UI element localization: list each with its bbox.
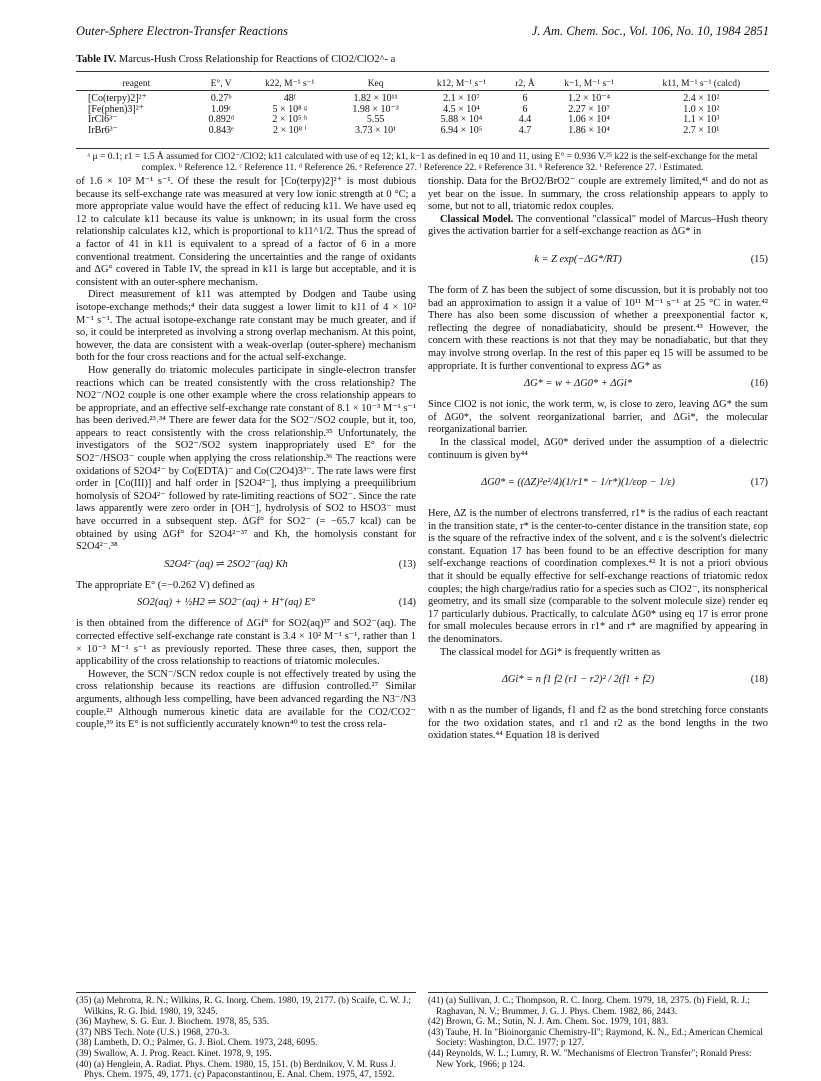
paragraph: Here, ΔZ is the number of electrons transferred, r1* is the radius of each reactant in the transition state, r* is the center-to-center distance in the transition state, εop is the square of the refractive index of the solvent, and ε is the solvent's dielectric constant. Equation 17 has been found to be an effective description for many self-exchange reactions of coordination complexes.⁴² It is not a priori obvious that it should be equally effective for self-exchange reactions of triatomic redox couples; the high charge/radius ratio for a species such as ClO2⁻, its nonspherical geometry, and its small size (comparable to the solvent molecule size) render eq 17 particularly dubious. Practically, to calculate ΔG0* using eq 17 is error prone for small molecules because errors in r1* and r* are magnified by appearing in the denominators. <box>428 508 768 646</box>
running-header-right: J. Am. Chem. Soc., Vol. 106, No. 10, 1984 2851 <box>531 24 769 38</box>
equation-number: (13) <box>398 558 416 570</box>
table-row <box>76 94 769 105</box>
equation-number: (14) <box>398 597 416 609</box>
table-cell: IrBr6³⁻ <box>88 124 118 136</box>
reference: (35) (a) Mehrotra, R. N.; Wilkins, R. G. Inorg. Chem. 1980, 19, 2177. (b) Scaife, C. W. J.; Wilkins, R. G. Ibid. 1980, 19, 3245. <box>76 996 411 1017</box>
table-cell: 1.98 × 10⁻³ <box>352 103 399 115</box>
table-label: Table IV. <box>76 54 117 65</box>
paragraph <box>428 214 768 239</box>
table-cell: [Fe(phen)3]²⁺ <box>88 103 145 115</box>
section-heading: Classical Model. <box>440 213 514 225</box>
table-cell: 2 × 10⁵ ʰ <box>272 114 308 125</box>
table-cell: 1.1 × 10³ <box>683 114 720 125</box>
table-footnote: ᵃ μ = 0.1; r1 = 1.5 Å assumed for ClO2⁻/ClO2; k11 calculated with use of eq 12; k1, k−1 as defined in eq 10 and 11, using E° = 0.936 V.²⁵ k22 is the self-exchange for the metal complex. ᵇ Reference 12. ᶜ Reference 11. ᵈ Reference 26. ᵉ Reference 27. ᶠ Reference 22. ᵍ Reference 31. ʰ Reference 32. ⁱ Reference 27. ʲ Estimated. <box>87 152 758 173</box>
paragraph: In the classical model, ΔG0* derived under the assumption of a dielectric continuum is given by⁴⁴ <box>428 436 768 461</box>
table-header-row <box>76 77 769 91</box>
references-right <box>428 992 768 1070</box>
col-header: reagent <box>122 79 151 89</box>
table-cell: 0.892ᵈ <box>208 114 234 125</box>
table-row <box>76 126 769 137</box>
table-cell: 5 × 10⁸ ᵍ <box>272 103 308 115</box>
paragraph: The classical model for ΔGi* is frequently written as <box>440 646 661 658</box>
equation-18 <box>428 664 768 700</box>
equation-body: SO2(aq) + ½H2 ⇌ SO2⁻(aq) + H⁺(aq) E° <box>136 597 316 609</box>
equation-number: (16) <box>750 378 768 390</box>
table-title <box>76 54 395 65</box>
paragraph: of 1.6 × 10² M⁻¹ s⁻¹. Of these the result for [Co(terpy)2]²⁺ is most dubious because its self-exchange rate was measured at very low ionic strength at 0 °C; a more appropriate value would have the effect of reducing k11. We have used eq 12 to calculate k11 because its value is unknown; in its usual form the cross relationship calculates k12, which is proportional to k11^1/2. Thus the spread of a factor of 41 in k11 is equivalent to a spread of a factor of 6 in a more conventional treatment. Considering the uncertainties and the range of oxidants and ΔG° covered in Table IV, the spread in k11 is large but acceptable, and it is consistent with an outer-sphere mechanism. <box>76 176 416 288</box>
reference: (41) (a) Sullivan, J. C.; Thompson, R. C. Inorg. Chem. 1979, 18, 2375. (b) Field, R. J.; Raghavan, N. V.; Brummer, J. G. J. Phys. Chem. 1982, 86, 2443. <box>428 996 750 1017</box>
table-cell: 2.1 × 10⁷ <box>443 93 480 104</box>
reference: (43) Taube, H. In "Bioinorganic Chemistry-II"; Raymond, K. N., Ed.; American Chemical Society: Washington, D.C. 1977; p 127. <box>428 1027 764 1049</box>
table-cell: 1.0 × 10² <box>683 103 720 115</box>
equation-body: S2O4²⁻(aq) ⇌ 2SO2⁻(aq) Kh <box>164 558 288 570</box>
table-cell: 1.2 × 10⁻⁴ <box>568 93 611 104</box>
equation-14 <box>76 597 416 613</box>
table-cell: 2.7 × 10¹ <box>683 124 720 136</box>
table-cell: 1.09ᶜ <box>211 103 232 115</box>
reference: (36) Mayhew, S. G. Eur. J. Biochem. 1978, 85, 535. <box>76 1017 270 1028</box>
paragraph: tionship. Data for the BrO2/BrO2⁻ couple are extremely limited,⁴¹ and do not as yet bear on the issue. In summary, the cross relationship appears to apply to some, but not to all, triatomic redox couples. <box>428 176 768 213</box>
table-cell: 3.73 × 10¹ <box>355 124 397 136</box>
table-cell: 2 × 10⁸ ⁱ <box>272 124 307 136</box>
table-cell: 1.06 × 10⁴ <box>568 114 610 125</box>
references-rule <box>76 992 416 993</box>
equation-13 <box>76 559 416 575</box>
equation-number: (15) <box>750 253 768 265</box>
col-header: Keq <box>367 79 384 89</box>
equation-body: k = Z exp(−ΔG*/RT) <box>534 253 622 265</box>
paragraph: Since ClO2 is not ionic, the work term, w, is close to zero, leaving ΔG* the sum of ΔG0*, the solvent reorganizational barrier, and ΔGi*, the molecular reorganizational barrier. <box>428 399 768 436</box>
col-header: k11, M⁻¹ s⁻¹ (calcd) <box>662 79 741 89</box>
table-cell: 4.7 <box>518 124 532 136</box>
equation-body: ΔG* = w + ΔG0* + ΔGi* <box>523 378 633 390</box>
table-bottom-rule <box>76 148 769 149</box>
equation-body: ΔGi* = n f1 f2 (r1 − r2)² / 2(f1 + f2) <box>501 674 655 686</box>
table-cell: 4.4 <box>518 114 532 125</box>
reference: (39) Swallow, A. J. Prog. React. Kinet. 1978, 9, 195. <box>76 1048 272 1059</box>
table-cell: 6.94 × 10⁵ <box>440 124 483 136</box>
table-cell: 4.5 × 10⁴ <box>443 103 480 115</box>
table-cell: 1.82 × 10¹¹ <box>353 93 398 104</box>
table-cell: 2.4 × 10² <box>683 93 720 104</box>
table-row <box>76 115 769 126</box>
references-left <box>76 992 416 1081</box>
col-header: k22, M⁻¹ s⁻¹ <box>265 79 315 89</box>
reference: (38) Lambeth, D. O.; Palmer, G. J. Biol. Chem. 1973, 248, 6095. <box>76 1038 318 1049</box>
data-table <box>76 77 769 136</box>
table-cell: 0.843ᵉ <box>208 124 234 136</box>
equation-body: ΔG0* = ((ΔZ)²e²/4)(1/r1* − 1/r*)(1/εop − 1/ε) <box>481 477 675 489</box>
equation-number: (17) <box>750 477 768 489</box>
reference: (37) NBS Tech. Note (U.S.) 1968, 270-3. <box>76 1027 230 1038</box>
table-cell: [Co(terpy)2]²⁺ <box>88 93 147 104</box>
col-header: k12, M⁻¹ s⁻¹ <box>436 79 487 89</box>
right-column <box>428 176 768 743</box>
table-cell: 0.27ᵇ <box>210 93 232 104</box>
paragraph: The form of Z has been the subject of some discussion, but it is probably not too bad an approximation to assign it a value of 10¹¹ M⁻¹ s⁻¹ at 25 °C in water.⁴² There has also been some discussion of whether a preexponential factor κ, reflecting the degree of nonadiabaticity, should be present.⁴³ However, the concern with these reactions is not that they may be nonadiabatic, but that they may involve strong overlap. In the rest of this paper eq 15 will be assumed to be appropriate. It is further conventional to express ΔG* as <box>428 284 768 372</box>
paragraph: is then obtained from the difference of ΔGf° for SO2(aq)³⁷ and SO2⁻(aq). The corrected effective self-exchange rate constant is 3.4 × 10² M⁻¹ s⁻¹, rather than 1 × 10⁻³ M⁻¹ s⁻¹ as previously reported. These three cases, then, support the applicability of the cross relationship to reactions of triatomic molecules. <box>76 618 416 668</box>
table-cell: 6 <box>522 103 528 115</box>
running-header-left: Outer-Sphere Electron-Transfer Reactions <box>76 24 288 38</box>
table-top-rule <box>76 71 769 72</box>
table-cell: 2.27 × 10⁷ <box>568 103 610 115</box>
paragraph: with n as the number of ligands, f1 and f2 as the bond stretching force constants for the two oxidation states, and r1 and r2 as the bond lengths in the two oxidation states.⁴⁴ Equation 18 is derived <box>428 705 768 742</box>
table-cell: 1.86 × 10⁴ <box>568 124 610 136</box>
table-caption: Marcus-Hush Cross Relationship for Reactions of ClO2/ClO2^- a <box>118 54 396 65</box>
reference: (42) Brown, G. M.; Sutin, N. J. Am. Chem. Soc. 1979, 101, 883. <box>428 1017 669 1028</box>
table-cell: IrCl6³⁻ <box>88 114 118 125</box>
left-column <box>76 176 416 732</box>
table-cell: 6 <box>522 93 528 104</box>
paragraph: Direct measurement of k11 was attempted by Dodgen and Taube using isotope-exchange methods;⁴ their data suggest a lower limit to k11 of 4 × 10² M⁻¹ s⁻¹. The actual isotope-exchange rate constant may be much greater, and if so, it could be interpreted as involving a strong overlap mechanism. At this point, however, the data are consistent with a weak-overlap (outer-sphere) mechanism both for the four cross reactions and for the actual self-exchange. <box>76 289 416 364</box>
table-cell: 5.55 <box>366 114 385 125</box>
col-header: k−1, M⁻¹ s⁻¹ <box>564 79 615 89</box>
equation-number: (18) <box>750 674 768 686</box>
equation-16 <box>428 378 768 394</box>
paragraph: How generally do triatomic molecules participate in single-electron transfer reactions which can be treated consistently with the cross relationship? The NO2⁻/NO2 couple is one other example where the cross relationship appears to be appropriate, and an effective self-exchange rate constant of 8.1 × 10⁻³ M⁻¹ s⁻¹ has been derived.²³˒³⁴ There are fewer data for the SO2⁻/SO2 couple, but it, too, appears to react consistently with the cross relationship.³⁵ Unfortunately, the investigators of the SO2⁻/SO2 system inappropriately used E° for the SO2⁻/HSO3⁻ couple when applying the cross relationship.³⁶ The reactions were oxidations of S2O4²⁻ by Co(EDTA)⁻ and Co(C2O4)3³⁻. The rate laws were first order in [Co(III)] and half order in [S2O4²⁻], thus implying a preequilibrium homolysis of S2O4²⁻ followed by rate-limiting reactions of SO2⁻. Since the rate laws apparently were zero order in [OH⁻], hydrolysis of SO2 to HSO3⁻ must have occurred in a subsequent step. ΔGf° for SO2⁻ (= −65.7 kcal) can be obtained by using ΔGf° for S2O4²⁻³⁷ and Kh, the homolysis constant for S2O4²⁻.³⁸ <box>76 364 416 553</box>
col-header: r2, Å <box>515 79 535 89</box>
equation-15 <box>428 244 768 280</box>
paragraph: The appropriate E° (=−0.262 V) defined as <box>76 579 255 591</box>
table-row <box>76 105 769 116</box>
reference: (44) Reynolds, W. L.; Lumry, R. W. "Mechanisms of Electron Transfer"; Ronald Press: New York, 1966; p 124. <box>428 1048 752 1070</box>
references-rule <box>428 992 768 993</box>
paragraph-text: The conventional "classical" model of Marcus–Hush theory gives the activation barrier for a self-exchange reaction as ΔG* in <box>428 213 768 238</box>
equation-17 <box>428 467 768 503</box>
col-header: E°, V <box>210 79 232 89</box>
reference: (40) (a) Henglein, A. Radiat. Phys. Chem. 1980, 15, 151. (b) Berdnikov, V. M. Russ J. Phys. Chem. 1975, 49, 1771. (c) Papaconstantinou, E. Anal. Chem. 1975, 47, 1592. <box>76 1059 397 1081</box>
paragraph: However, the SCN⁻/SCN redox couple is not effectively treated by using the cross relationship because its reactions are diffusion controlled.²⁷ Similar arguments, although less compelling, have been advanced regarding the N3⁻/N3 couple.²³ Although numerous kinetic data are available for the CO2/CO2⁻ couple,³⁹ its E° is not sufficiently accurately known⁴⁰ to test the cross rela- <box>76 668 416 731</box>
table-cell: 48ᶠ <box>283 93 296 104</box>
table-cell: 5.88 × 10⁴ <box>440 114 483 125</box>
